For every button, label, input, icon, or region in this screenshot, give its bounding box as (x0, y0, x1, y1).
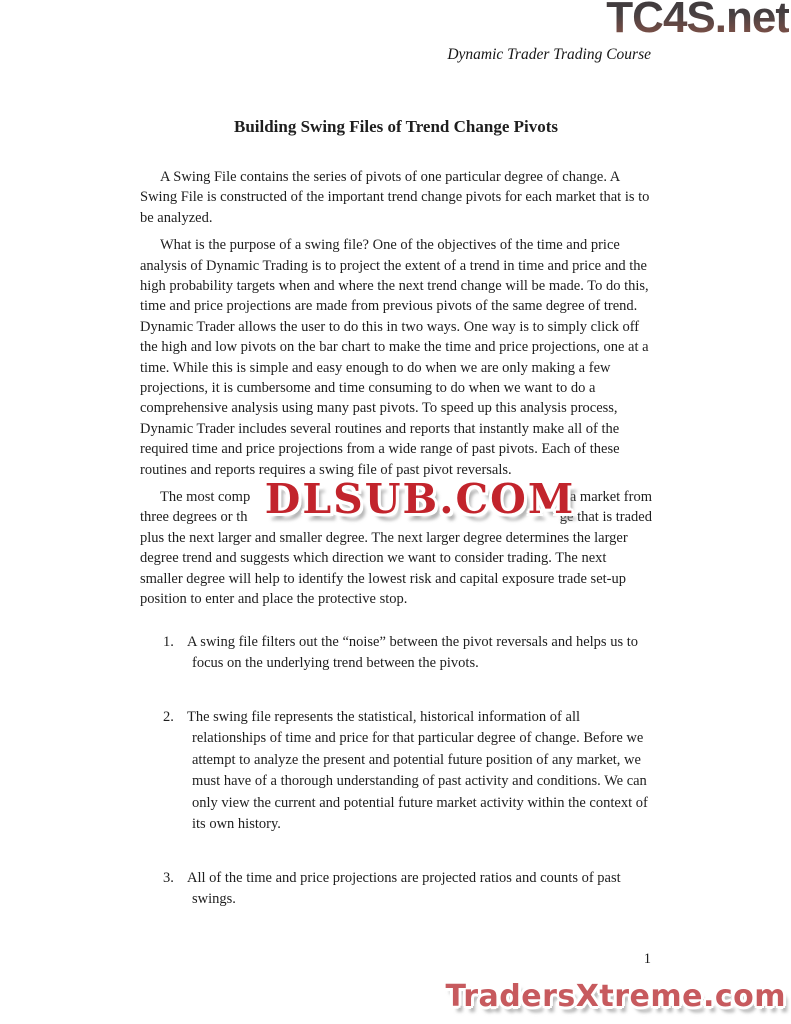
document-title: Building Swing Files of Trend Change Pivots (233, 117, 558, 136)
paragraph-1: A Swing File contains the series of pivots of one particular degree of change. A Swing File is constructed of the important trend change pivots for each market that is to be analyzed. (140, 169, 650, 226)
paragraph-3 (140, 475, 652, 609)
paragraph-3-line-2-left: three degrees or th (140, 509, 248, 526)
tc4s-site-logo: TC4S.net (606, 0, 789, 40)
document-body (140, 117, 652, 943)
paragraph-3-line-1-right: s a market from (560, 489, 652, 506)
list-item-number: 1. (163, 633, 174, 650)
list-item-text: The swing file represents the statistical, historical information of all relationships of time and price for that particular degree of change. Before we attempt to analyze the present and potential future position of any market, we must have of a thorough understanding of past activity and conditions. We can only view the current and potential future market activity within the context of its own history. (187, 708, 648, 832)
list-item (163, 632, 652, 675)
list-item (163, 868, 652, 911)
page-number: 1 (643, 951, 651, 967)
list-item-number: 3. (163, 869, 174, 886)
paragraph-2: What is the purpose of a swing file? One of the objectives of the time and price analysis of Dynamic Trading is to project the extent of a trend in time and price and the high probability targets when and where the next trend change will be made. To do this, time and price projections are made from previous pivots of the same degree of trend. Dynamic Trader allows the user to do this in two ways. One way is to simply click off the high and low pivots on the bar chart to make the time and price projections, one at a time. While this is simple and easy enough to do when we are only making a few projections, it is cumbersome and time consuming to do when we want to do a comprehensive analysis using many past pivots. To speed up this analysis process, Dynamic Trader includes several routines and reports that instantly make all of the required time and price projections from a wide range of past pivots. Each of these routines and reports requires a swing file of past pivot reversals. (140, 237, 649, 478)
list-item-text: A swing file filters out the “noise” between the pivot reversals and helps us to focus on the underlying trend between the pivots. (187, 633, 639, 671)
course-subtitle: Dynamic Trader Trading Course (447, 46, 651, 63)
paragraph-3-line-2-right: ge that is traded (559, 509, 652, 526)
list-item-number: 2. (163, 708, 174, 725)
list-item-text: All of the time and price projections are projected ratios and counts of past swings. (187, 869, 621, 907)
list-item (163, 707, 652, 836)
tradersxtreme-logo: TradersXtreme.com (445, 979, 786, 1014)
dlsub-watermark: DLSUB.COM (264, 475, 576, 524)
paragraph-3-rest: plus the next larger and smaller degree. The next larger degree determines the larger degree trend and suggests which direction we want to consider trading. The next smaller degree will help to identify the lowest risk and capital exposure trade set-up position to enter and place the protective stop. (140, 529, 628, 608)
paragraph-3-line-1-left: The most comp (160, 489, 251, 506)
numbered-list (140, 632, 652, 911)
